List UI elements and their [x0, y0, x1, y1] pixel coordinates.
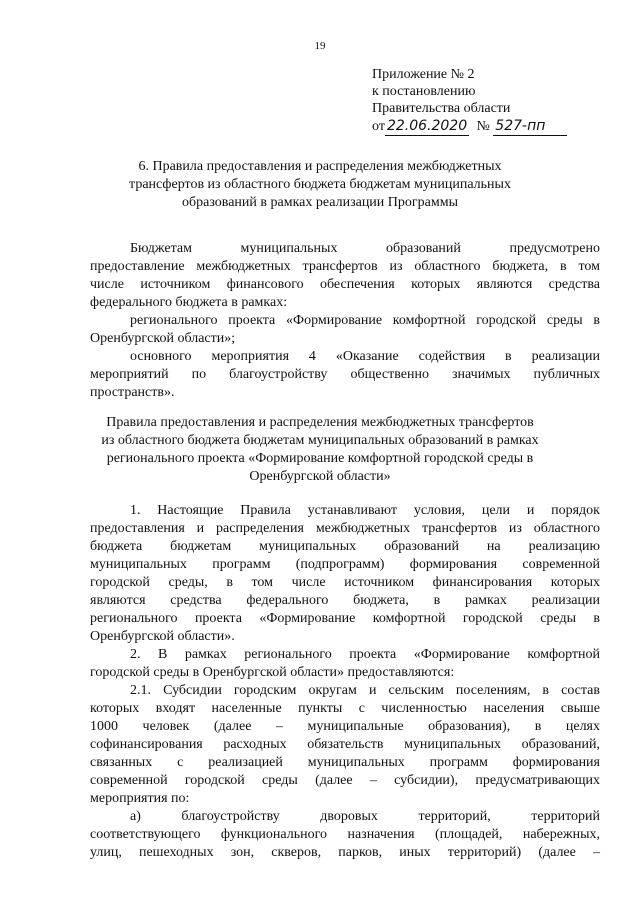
text-line: основного мероприятия 4 «Оказание содействия в реализации — [130, 349, 600, 364]
number-prefix: № — [476, 119, 490, 134]
text-line: федерального бюджета в рамках: — [90, 295, 288, 310]
text-line: Оренбургской области»; — [90, 331, 236, 346]
text-line: улиц, пешеходных зон, скверов, парков, иных территорий) (далее – — [90, 845, 600, 860]
rules-title-line: из областного бюджета бюджетам муниципальных образований в рамках — [101, 433, 539, 448]
text-line: являются средства федерального бюджета, в рамках реализации — [90, 593, 600, 608]
text-line: связанных с реализацией муниципальных программ формирования — [90, 755, 600, 770]
text-line: которых входят населенные пункты с численностью населения свыше — [90, 701, 600, 716]
text-line: соответствующего функционального назначения (площадей, набережных, — [90, 827, 600, 842]
rules-title-line: регионального проекта «Формирование комфортной городской среды в — [106, 451, 534, 466]
text-line: 1000 человек (далее – муниципальные образования), в целях — [90, 719, 600, 734]
text-line: мероприятия по: — [90, 791, 190, 806]
text-line: муниципальных программ (подпрограмм) формирования современной — [90, 557, 600, 572]
rules-body — [90, 502, 600, 862]
text-line: регионального проекта «Формирование комфортной городской среды в — [130, 313, 600, 328]
text-line: 1. Настоящие Правила устанавливают условия, цели и порядок — [130, 503, 600, 518]
text-line: регионального проекта «Формирование комфортной городской среды в — [90, 611, 600, 626]
text-line: софинансирования расходных обязательств муниципальных образований, — [90, 737, 600, 752]
section-title-line: трансфертов из областного бюджета бюджетам муниципальных — [129, 177, 511, 192]
text-line: Бюджетам муниципальных образований предусмотрено — [130, 241, 600, 256]
text-line: предоставления и распределения межбюджетных трансфертов из областного — [90, 521, 600, 536]
appendix-block — [372, 66, 567, 136]
rules-title — [90, 414, 550, 486]
text-line: числе источником финансового обеспечения которых являются средства — [90, 277, 600, 292]
section-title — [100, 158, 540, 212]
text-line: пространств». — [90, 385, 175, 400]
date-prefix: от — [372, 119, 385, 134]
text-line: современной городской среды (далее – субсидии), предусматривающих — [90, 773, 600, 788]
text-line: бюджета бюджетам муниципальных образований на реализацию — [90, 539, 600, 554]
text-line: городской среды, в том числе источником финансирования которых — [90, 575, 600, 590]
intro-paragraph — [90, 240, 600, 402]
text-line: 2.1. Субсидии городским округам и сельским поселениям, в состав — [130, 683, 600, 698]
handwritten-date: 22.06.2020 — [386, 118, 468, 134]
handwritten-number: 527-пп — [493, 118, 567, 136]
section-title-line: 6. Правила предоставления и распределения межбюджетных — [138, 159, 502, 174]
text-line: предоставление межбюджетных трансфертов из областного бюджета, в том — [90, 259, 600, 274]
section-title-line: образований в рамках реализации Программы — [181, 195, 458, 210]
rules-title-line: Оренбургской области» — [249, 469, 391, 484]
text-line: Оренбургской области». — [90, 629, 235, 644]
text-line: а) благоустройству дворовых территорий, территорий — [130, 809, 600, 824]
appendix-date-line — [372, 118, 567, 136]
text-line: городской среды в Оренбургской области» предоставляются: — [90, 665, 455, 680]
appendix-line: к постановлению — [372, 84, 476, 99]
appendix-title: Приложение № 2 — [372, 67, 475, 82]
rules-title-line: Правила предоставления и распределения межбюджетных трансфертов — [106, 415, 534, 430]
page-number: 19 — [314, 40, 326, 52]
text-line: мероприятий по благоустройству общественно значимых публичных — [90, 367, 600, 382]
text-line: 2. В рамках регионального проекта «Формирование комфортной — [130, 647, 600, 662]
appendix-line: Правительства области — [372, 101, 511, 116]
